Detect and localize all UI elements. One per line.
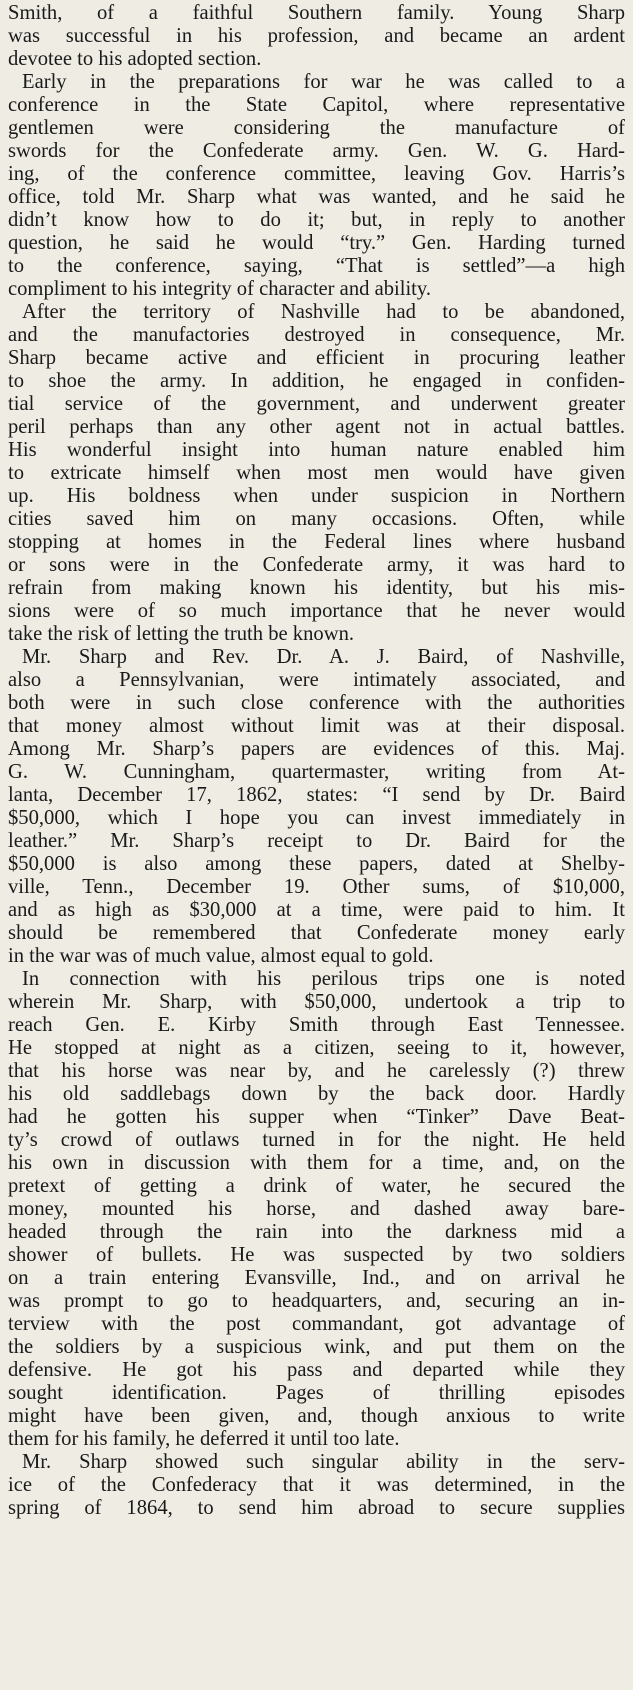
text-line: compliment to his integrity of character and ability. (8, 278, 431, 300)
text-line: lanta, December 17, 1862, states: “I send by Dr. Baird (8, 784, 625, 806)
text-line: take the risk of letting the truth be known. (8, 623, 355, 645)
text-line: G. W. Cunningham, quartermaster, writing from At- (8, 761, 625, 783)
text-line: peril perhaps than any other agent not in actual battles. (8, 416, 625, 438)
text-line: ice of the Confederacy that it was determined, in the (8, 1474, 625, 1496)
paragraph (8, 646, 625, 968)
text-line: He stopped at night as a citizen, seeing to it, however, (8, 1037, 625, 1059)
text-line: shower of bullets. He was suspected by two soldiers (8, 1244, 625, 1266)
text-line: wherein Mr. Sharp, with $50,000, undertook a trip to (8, 991, 625, 1013)
text-line: should be remembered that Confederate money early (8, 922, 625, 944)
text-line: ty’s crowd of outlaws turned in for the night. He held (8, 1129, 625, 1151)
text-line: His wonderful insight into human nature enabled him (8, 439, 625, 461)
text-line: question, he said he would “try.” Gen. Harding turned (8, 232, 625, 254)
text-line: refrain from making known his identity, but his mis- (8, 577, 625, 599)
text-line: Mr. Sharp showed such singular ability in the serv- (22, 1451, 625, 1473)
text-line: Early in the preparations for war he was called to a (22, 71, 625, 93)
text-line: pretext of getting a drink of water, he secured the (8, 1175, 625, 1197)
paragraph (8, 301, 625, 646)
paragraph (8, 1451, 625, 1520)
text-line: $50,000, which I hope you can invest immediately in (8, 807, 625, 829)
text-line: or sons were in the Confederate army, it was hard to (8, 554, 625, 576)
text-line: to extricate himself when most men would have given (8, 462, 625, 484)
text-line: devotee to his adopted section. (8, 48, 262, 70)
text-line: and the manufactories destroyed in consequence, Mr. (8, 324, 625, 346)
text-line: gentlemen were considering the manufacture of (8, 117, 625, 139)
text-line: them for his family, he deferred it until too late. (8, 1428, 400, 1450)
text-line: swords for the Confederate army. Gen. W. G. Hard- (8, 140, 625, 162)
text-line: his own in discussion with them for a time, and, on the (8, 1152, 625, 1174)
text-line: ville, Tenn., December 19. Other sums, of $10,000, (8, 876, 625, 898)
text-line: sions were of so much importance that he never would (8, 600, 625, 622)
text-line: in the war was of much value, almost equal to gold. (8, 945, 434, 967)
text-line: that money almost without limit was at their disposal. (8, 715, 625, 737)
text-line: to the conference, saying, “That is settled”—a high (8, 255, 625, 277)
text-line: was successful in his profession, and became an ardent (8, 25, 625, 47)
text-line: leather.” Mr. Sharp’s receipt to Dr. Baird for the (8, 830, 625, 852)
text-line: that his horse was near by, and he carelessly (?) threw (8, 1060, 625, 1082)
text-line: headed through the rain into the darkness mid a (8, 1221, 625, 1243)
text-line: Smith, of a faithful Southern family. Young Sharp (8, 2, 625, 24)
text-line: didn’t know how to do it; but, in reply to another (8, 209, 625, 231)
text-line: ing, of the conference committee, leaving Gov. Harris’s (8, 163, 625, 185)
text-line: his old saddlebags down by the back door. Hardly (8, 1083, 625, 1105)
text-line: up. His boldness when under suspicion in Northern (8, 485, 625, 507)
text-line: tial service of the government, and underwent greater (8, 393, 625, 415)
text-line: Sharp became active and efficient in procuring leather (8, 347, 625, 369)
text-line: spring of 1864, to send him abroad to secure supplies (8, 1497, 625, 1519)
text-line: and as high as $30,000 at a time, were paid to him. It (8, 899, 625, 921)
text-line: After the territory of Nashville had to be abandoned, (22, 301, 625, 323)
text-line: money, mounted his horse, and dashed away bare- (8, 1198, 625, 1220)
text-line: also a Pennsylvanian, were intimately associated, and (8, 669, 625, 691)
text-line: In connection with his perilous trips one is noted (22, 968, 625, 990)
text-line: $50,000 is also among these papers, dated at Shelby- (8, 853, 625, 875)
text-line: stopping at homes in the Federal lines where husband (8, 531, 625, 553)
text-line: Mr. Sharp and Rev. Dr. A. J. Baird, of Nashville, (22, 646, 625, 668)
text-line: might have been given, and, though anxious to write (8, 1405, 625, 1427)
text-line: reach Gen. E. Kirby Smith through East Tennessee. (8, 1014, 625, 1036)
text-line: to shoe the army. In addition, he engaged in confiden- (8, 370, 625, 392)
text-line: conference in the State Capitol, where representative (8, 94, 625, 116)
text-line: had he gotten his supper when “Tinker” Dave Beat- (8, 1106, 625, 1128)
paragraph (8, 2, 625, 71)
text-line: Among Mr. Sharp’s papers are evidences of this. Maj. (8, 738, 625, 760)
text-line: terview with the post commandant, got advantage of (8, 1313, 625, 1335)
text-line: office, told Mr. Sharp what was wanted, and he said he (8, 186, 625, 208)
paragraph (8, 968, 625, 1451)
article-body (8, 2, 625, 1520)
text-line: was prompt to go to headquarters, and, securing an in- (8, 1290, 625, 1312)
paragraph (8, 71, 625, 301)
text-line: on a train entering Evansville, Ind., and on arrival he (8, 1267, 625, 1289)
text-line: cities saved him on many occasions. Often, while (8, 508, 625, 530)
text-line: the soldiers by a suspicious wink, and put them on the (8, 1336, 625, 1358)
text-line: both were in such close conference with the authorities (8, 692, 625, 714)
text-line: defensive. He got his pass and departed while they (8, 1359, 625, 1381)
text-line: sought identification. Pages of thrilling episodes (8, 1382, 625, 1404)
